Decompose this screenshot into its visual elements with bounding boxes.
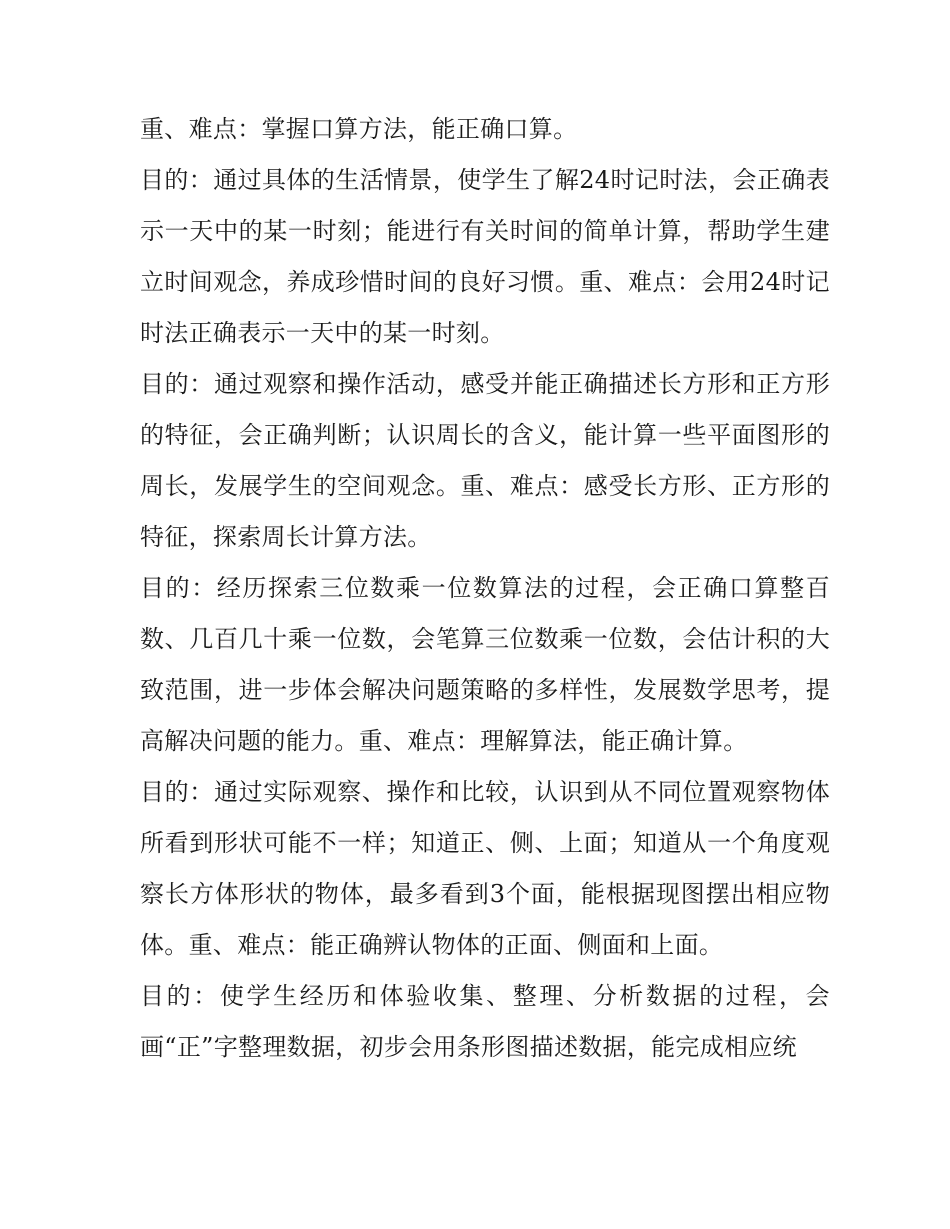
paragraph-three-digit-multiplication: 目的：经历探索三位数乘一位数算法的过程，会正确口算整百数、几百几十乘一位数，会笔算三位数乘一位数，会估计积的大致范围，进一步体会解决问题策略的多样性，发展数学思考，提高解决问题的能力。重、难点：理解算法，能正确计算。 [140, 574, 830, 755]
paragraph-key-points-mental-math: 重、难点：掌握口算方法，能正确口算。 [140, 115, 578, 143]
document-body [140, 104, 830, 1073]
paragraph-24-hour-time: 目的：通过具体的生活情景，使学生了解24时记时法，会正确表示一天中的某一时刻；能进行有关时间的简单计算，帮助学生建立时间观念，养成珍惜时间的良好习惯。重、难点：会用24时记时法正确表示一天中的某一时刻。 [140, 166, 830, 347]
paragraph-observing-objects: 目的：通过实际观察、操作和比较，认识到从不同位置观察物体所看到形状可能不一样；知道正、侧、上面；知道从一个角度观察长方体形状的物体，最多看到3个面，能根据现图摆出相应物体。重、难点：能正确辨认物体的正面、侧面和上面。 [140, 778, 830, 959]
paragraph-data-collection: 目的：使学生经历和体验收集、整理、分析数据的过程，会画“正”字整理数据，初步会用条形图描述数据，能完成相应统 [140, 982, 830, 1061]
paragraph-rectangle-square-perimeter: 目的：通过观察和操作活动，感受并能正确描述长方形和正方形的特征，会正确判断；认识周长的含义，能计算一些平面图形的周长，发展学生的空间观念。重、难点：感受长方形、正方形的特征，探索周长计算方法。 [140, 370, 830, 551]
